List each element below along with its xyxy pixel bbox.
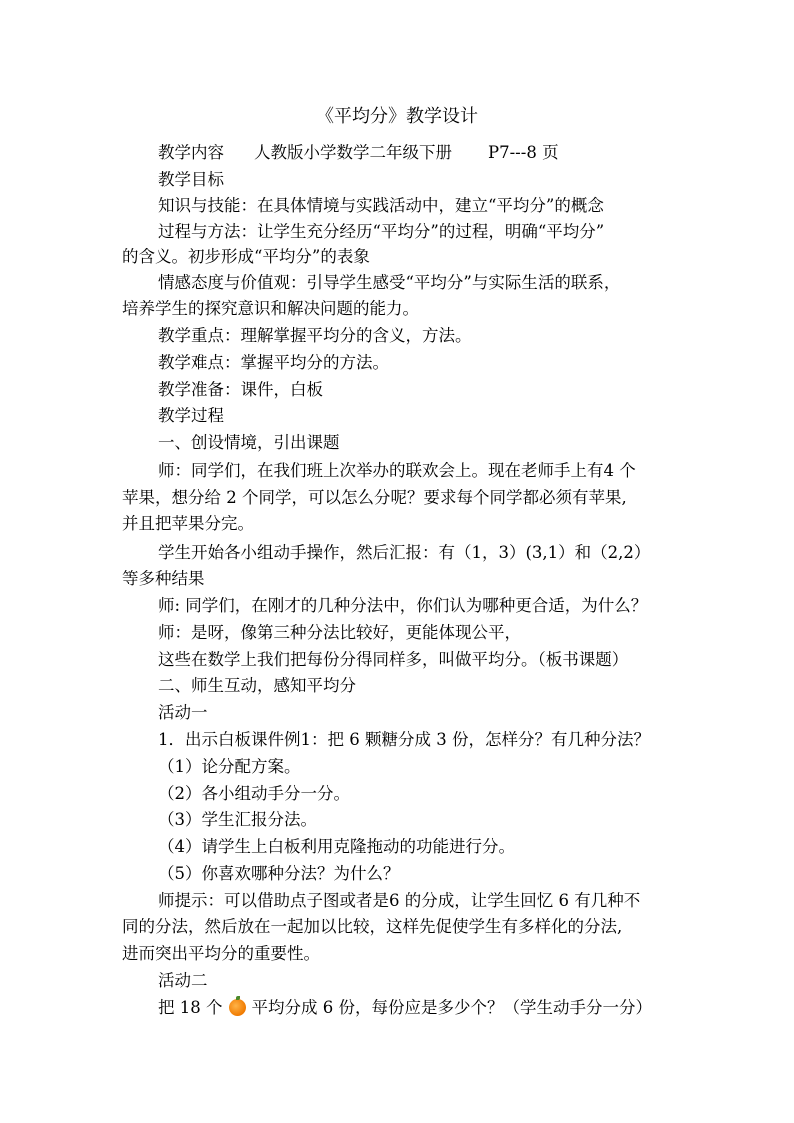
text-line: 1．出示白板课件例1：把 6 颗糖分成 3 份，怎样分？有几种分法？ [158,730,650,749]
text-line: 教学准备：课件，白板 [158,380,323,399]
list-item: （4）请学生上白板利用克隆拖动的功能进行分。 [158,837,515,856]
section-heading: 二、师生互动，感知平均分 [158,676,356,695]
text-line: 教学难点：掌握平均分的方法。 [158,353,389,372]
text-line: 知识与技能：在具体情境与实践活动中，建立“平均分”的概念 [158,196,604,215]
text-line-with-icon [122,996,728,1020]
text-line: 教学重点：理解掌握平均分的含义，方法。 [158,326,472,345]
text-line: 苹果，想分给 2 个同学，可以怎么分呢？要求每个同学都必须有苹果, [122,488,627,507]
text-line: 学生开始各小组动手操作，然后汇报：有（1，3）(3,1）和（2,2） [158,543,651,562]
text-line: 教学目标 [158,170,224,189]
list-item: （2）各小组动手分一分。 [158,784,350,803]
text-line: 教学过程 [158,406,224,425]
last-line-before: 把 18 个 [158,998,223,1017]
list-item: （3）学生汇报分法。 [158,810,317,829]
text-line: 过程与方法：让学生充分经历“平均分”的过程，明确“平均分” [158,222,605,241]
content-pages: P7---8 页 [488,143,559,162]
list-item: （5）你喜欢哪种分法？为什么？ [158,864,400,883]
text-line: 同的分法，然后放在一起加以比较，这样先促使学生有多样化的分法, [122,917,623,936]
text-line: 并且把苹果分完。 [122,514,254,533]
text-line: 师: 同学们，在刚才的几种分法中，你们认为哪种更合适，为什么？ [158,596,648,615]
list-item: （1）论分配方案。 [158,757,301,776]
text-line: 师提示：可以借助点子图或者是6 的分成，让学生回忆 6 有几种不 [158,891,641,910]
content-book: 人教版小学数学二年级下册 [254,143,452,162]
last-line-after: 平均分成 6 份，每份应是多少个？（学生动手分一分） [251,998,652,1017]
text-line: 师：同学们，在我们班上次举办的联欢会上。现在老师手上有4 个 [158,461,636,480]
text-line: 活动一 [158,703,208,722]
text-line: 培养学生的探究意识和解决问题的能力。 [122,299,419,318]
orange-icon [229,999,246,1016]
text-line: 的含义。初步形成“平均分”的表象 [122,247,370,266]
section-heading: 一、创设情境，引出课题 [158,433,340,452]
document-title: 《平均分》教学设计 [316,106,478,127]
content-row [122,141,728,165]
text-line: 进而突出平均分的重要性。 [122,944,320,963]
text-line: 师：是呀，像第三种分法比较好，更能体现公平， [158,623,521,642]
text-line: 这些在数学上我们把每份分得同样多，叫做平均分。（板书课题） [158,650,629,669]
text-line: 等多种结果 [122,569,205,588]
text-line: 活动二 [158,971,208,990]
text-line: 情感态度与价值观：引导学生感受“平均分”与实际生活的联系， [158,273,621,292]
content-label: 教学内容 [158,143,224,162]
